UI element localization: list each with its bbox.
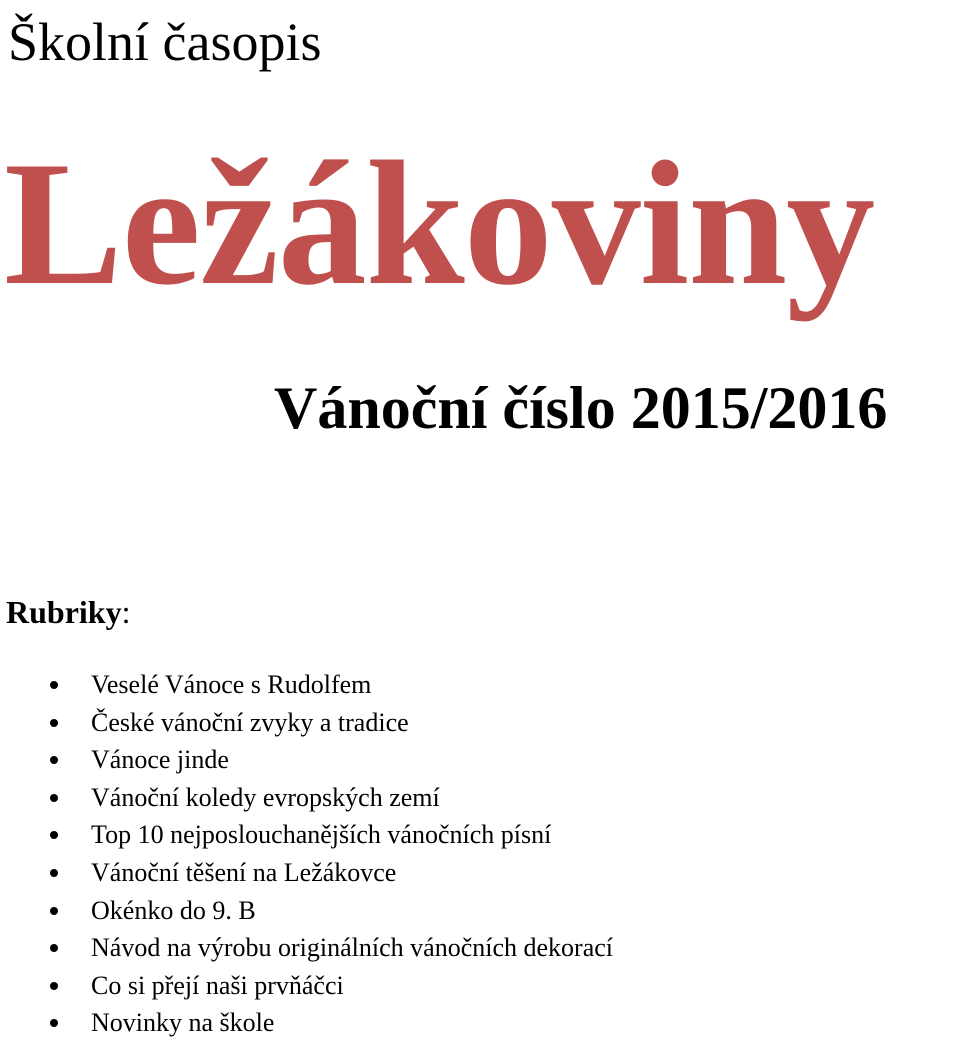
list-item-label: Novinky na škole — [91, 1008, 275, 1038]
bullet-icon — [50, 681, 58, 689]
issue-title: Vánoční číslo 2015/2016 — [274, 375, 888, 441]
bullet-icon — [50, 982, 58, 990]
list-item-label: Vánoční koledy evropských zemí — [91, 782, 440, 812]
bullet-icon — [50, 1019, 58, 1027]
list-item-label: Co si přejí naši prvňáčci — [91, 970, 344, 1000]
bullet-icon — [50, 794, 58, 802]
bullet-icon — [50, 719, 58, 727]
bullet-icon — [50, 944, 58, 952]
sections-list — [0, 666, 613, 1042]
list-item-label: Okénko do 9. B — [91, 895, 256, 925]
bullet-icon — [50, 756, 58, 764]
list-item — [0, 666, 613, 704]
magazine-masthead: Ležákoviny — [4, 124, 875, 322]
sections-heading — [6, 592, 130, 632]
list-item-label: Top 10 nejposlouchanějších vánočních písní — [91, 820, 552, 850]
list-item-label: Vánoční těšení na Ležákovce — [91, 857, 397, 887]
list-item — [0, 704, 613, 742]
list-item — [0, 929, 613, 967]
list-item — [0, 1004, 613, 1042]
list-item — [0, 741, 613, 779]
list-item — [0, 854, 613, 892]
list-item-label: Vánoce jinde — [91, 745, 229, 775]
list-item — [0, 967, 613, 1005]
bullet-icon — [50, 907, 58, 915]
sections-heading-label: Rubriky — [6, 594, 122, 630]
list-item — [0, 816, 613, 854]
list-item-label: České vánoční zvyky a tradice — [91, 707, 409, 737]
list-item — [0, 892, 613, 930]
list-item — [0, 779, 613, 817]
list-item-label: Návod na výrobu originálních vánočních dekorací — [91, 933, 613, 963]
magazine-type-title: Školní časopis — [8, 12, 322, 72]
list-item-label: Veselé Vánoce s Rudolfem — [91, 670, 372, 699]
bullet-icon — [50, 831, 58, 839]
sections-heading-colon: : — [121, 594, 131, 630]
bullet-icon — [50, 869, 58, 877]
